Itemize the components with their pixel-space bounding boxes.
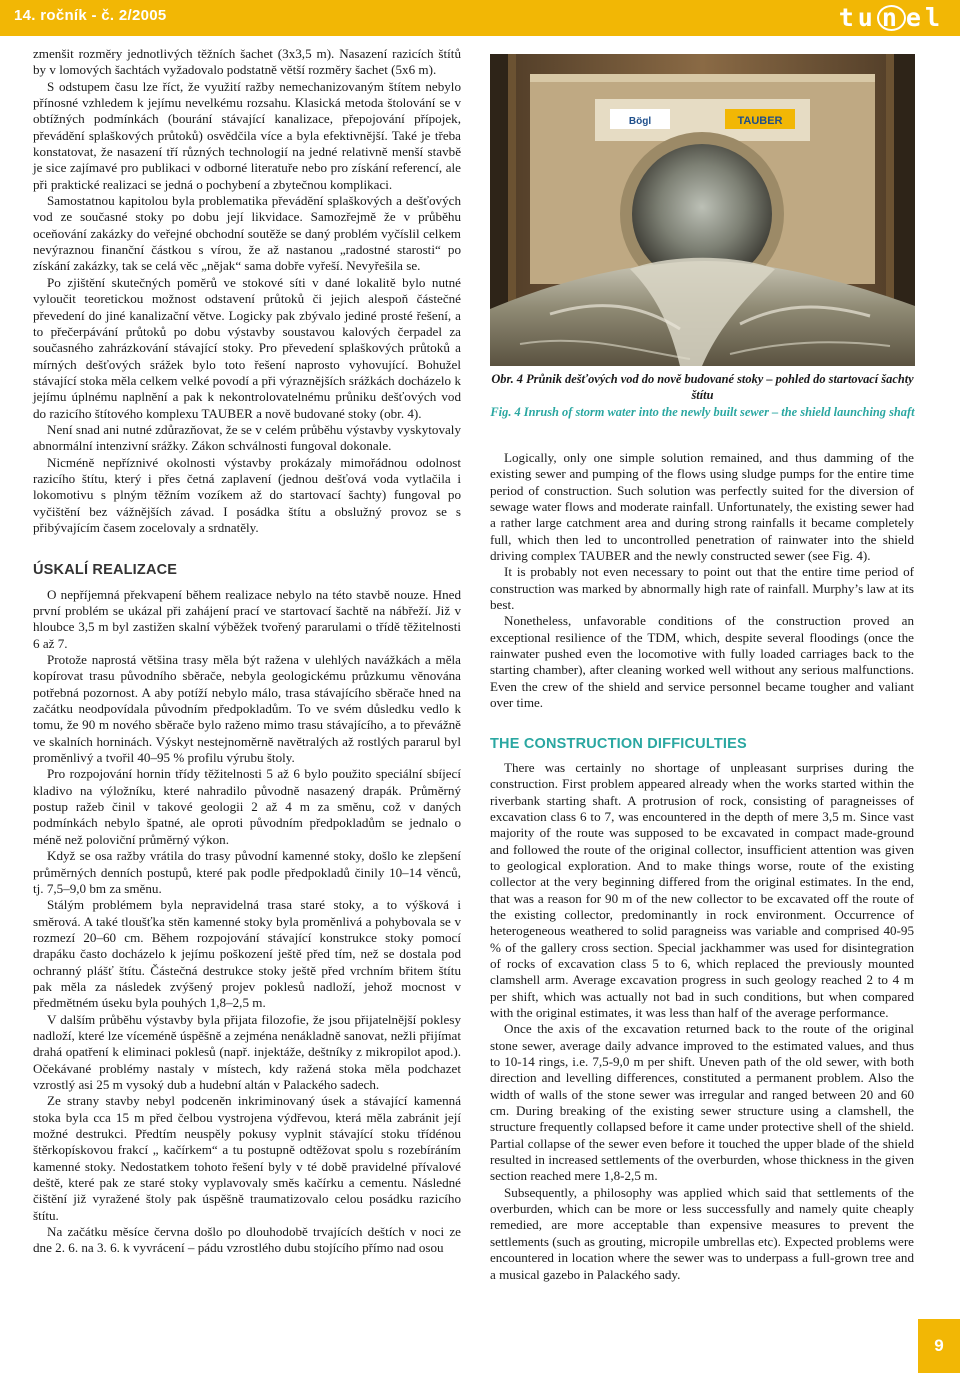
flooded-shaft-illustration	[490, 54, 915, 366]
paragraph: S odstupem času lze říct, že využití ražby nemechanizovaným štítem nebylo přínosné vzhledem k jejímu nevelkému rozsahu. Klasická metoda štolování se v obtížných podmínkách (bourání stávající kanalizace, přepojování přípojek, převádění splaškových průtoků) osvědčila více a byla efektivnější. Také je třeba konstatovat, že nasazení tří různých technologií na jedné relativně menší stavbě je sice zajímavé pro publikaci v odborné literatuře nebo pro získání referencí, ale při praktické realizaci se jedná o pochybení a zbytečnou komplikaci.	[33, 78, 461, 192]
photo-label-bogl: Bögl	[628, 116, 652, 127]
paragraph: O nepříjemná překvapení během realizace nebylo na této stavbě nouze. Hned první problém se ukázal při zahájení prací ve startovací šachtě na nábřeží. Již v hloubce 3,5 m byl zastižen skalní výběžek tvořený pararulami o třídě těžitelnosti 6 až 7.	[33, 586, 461, 651]
page-header	[0, 0, 960, 36]
page-number: 9	[934, 1336, 944, 1355]
logo-prefix: tu	[838, 3, 877, 32]
caption-english: Fig. 4 Inrush of storm water into the newly built sewer – the shield launching shaft	[490, 405, 915, 419]
logo-suffix: el	[905, 3, 944, 32]
paragraph: Když se osa ražby vrátila do trasy původní kamenné stoky, došlo ke zlepšení průměrných denních postupů, které pak podle předpokladů činily 10–14 věnců, tj. 7,5–9,0 bm za směnu.	[33, 848, 461, 896]
magazine-logo	[839, 3, 944, 32]
paragraph: Logically, only one simple solution remained, and thus damming of the existing sewer and pumping of the flows using sludge pumps for the entire time period of construction. Such solution was perfectly suited for the diversion of sewage water flows and moderate rainfall. Unfortunately, the existing sewer had a rather large catchment area and during strong rainfalls it became completely full, which then led to uncontrolled penetration of rainwater into the shield driving complex TAUBER and the newly constructed sewer (see Fig. 4).	[490, 450, 914, 564]
paragraph: Nicméně nepříznivé okolnosti výstavby prokázaly mimořádnou odolnost razicího štítu, který i přes četná zaplavení (jednou dešťová voda vytlačila i lokomotivu s plným těžním vozíkem až do startovací šachty) fungoval po vyčištění bez vážnějších závad. I posádka štítu a obslužný provoz se s přibývajícím časem zocelovaly a srdnatěly.	[33, 454, 461, 535]
caption-czech: Obr. 4 Průnik dešťových vod do nově budované stoky – pohled do startovací šachty štítu	[491, 372, 914, 402]
english-text-column	[490, 450, 914, 1283]
figure-caption	[490, 372, 915, 421]
paragraph: Pro rozpojování hornin třídy těžitelnosti 5 až 6 bylo použito speciální sbíjecí kladivo na výložníku, které nahradilo původně nasazený drapák. Průměrný postup ražeb činil v takové geologii 2 až 4 m za směnu, což v daných podmínkách nebylo špatné, ale oproti původním předpokladům se jednalo o méně než poloviční průměrný výkon.	[33, 766, 461, 847]
paragraph: There was certainly no shortage of unpleasant surprises during the construction. First problem appeared already when the works started within the riverbank starting shaft. A protrusion of rock, consisting of paragneisses of excavation class 6 to 7, was encountered in the depth of mere 3,5 m. Since vast majority of the route was supposed to be excavated in compact made-ground and followed the route of the original collector, insufficient attention was given to geological exploration. And to make things worse, route of the existing collector at the very beginning differed from the original estimates. In the end, that was a reason for 90 m of the new collector to be excavated off the route of the existing collector, predominantly in rock environment. Occurrence of heterogeneous weathered to solid paragneiss was variable and comprised 40-95 % of the gallery cross section. Special jackhammer was used for disintegration of rocks of excavation class 5 to 6, which replaced the previously mounted clamshell arm. Average excavation progress in such geology reached 2 to 4 m per shift, which was actually not bad in such conditions, but when compared with the original estimates, it was less than half of the average performance.	[490, 759, 914, 1020]
paragraph: Ze strany stavby nebyl podceněn inkriminovaný úsek a stávající kamenná stoka byla cca 15 m před čelbou vystrojena výdřevou, která měla zabránit její možné destrukci. Předtím neuspěly pokusy vyplnit stávající stoku třídénou štěrkopískovou frakcí „ kačírkem“ a tu postupně odtěžovat spolu s rozebíráním kamenné stoky. Nedostatkem tohoto řešení byly v té době pravidelné přívalové deště, které pak ze staré stoky vyplavovaly směs kačírku a cementu. Následné čištění již vyražené štoly pak úspěšně traumatizovalo celou posádku razicího štítu.	[33, 1093, 461, 1223]
paragraph: Po zjištění skutečných poměrů ve stokové síti v dané lokalitě bylo nutné vyloučit teoretickou možnost odstavení průtoků či jejich alespoň částečné převedení do jiné kanalizační větve. Logicky pak zbývalo jediné prosté řešení, a to přečerpávání průtoků po dobu výstavby soustavou kalových čerpadel za současného zahrázkování stávající stoky. Pro převedení splaškových průtoků a mírných dešťových srážek bylo toto řešení naprosto vyhovující. Bohužel stávající stoka měla celkem velké povodí a při výraznějších srážkách docházelo k jejímu úplnému naplnění a pak k nekontrolovatelnému průniku dešťových vod do razicího štítového komplexu TAUBER a nově budované stoky (obr. 4).	[33, 274, 461, 421]
czech-text-column	[33, 46, 461, 1257]
paragraph: Není snad ani nutné zdůrazňovat, že se v celém průběhu výstavby vyskytovaly abnormální intenzivní srážky. Zákon schválnosti fungoval dokonale.	[33, 421, 461, 454]
paragraph: Subsequently, a philosophy was applied which said that settlements of the overburden, which can be more or less successfully and namely quite cheaply remedied, are more acceptable than expensive measures to prevent the settlements (such as grouting, micropile umbrellas etc). Expected problems were encountered in location where the sewer was to underpass a full-grown tree and a musical gazebo in Palackého sady.	[490, 1184, 914, 1282]
paragraph: It is probably not even necessary to point out that the entire time period of construction was marked by abnormally high rate of rainfall. Murphy’s law at its best.	[490, 564, 914, 613]
section-heading-cz: ÚSKALÍ REALIZACE	[33, 562, 178, 579]
paragraph: Samostatnou kapitolou byla problematika převádění splaškových a dešťových vod ze současné stoky po dobu její likvidace. Samozřejmě že v průběhu oceňování zakázky do veřejné obchodní soutěže se daný problém vyčíslil celkem nevýraznou finanční částkou s vírou, že až nastanou „radostné starosti“ po získání zakázky, tak se celá věc „nějak“ sama dobře vyřeší. Nevyřešila se.	[33, 193, 461, 274]
photo-label-tauber: TAUBER	[737, 115, 783, 127]
logo-ring-letter: n	[877, 5, 906, 31]
paragraph: Na začátku měsíce června došlo po dlouhodobě trvajících deštích v noci ze dne 2. 6. na 3. 6. k vyvrácení – pádu vzrostlého dubu stojícího přímo nad osou	[33, 1224, 461, 1256]
paragraph: zmenšit rozměry jednotlivých těžních šachet (3x3,5 m). Nasazení razicích štítů by v lomových šachtách vyžadovalo podstatně větší rozměry šachet (5x6 m).	[33, 46, 461, 78]
issue-label: 14. ročník - č. 2/2005	[14, 7, 167, 24]
paragraph: Protože naprostá většina trasy měla být ražena v ulehlých navážkách a měla kopírovat trasu původního sběrače, nebyla geologickému průzkumu věnována potřebná pozornost. A aby potíží nebylo málo, trasa stávajícího sběrače hned na začátku neodpovídala původním předpokladům. To ve svém důsledku vedlo k tomu, že 90 m nového sběrače bylo raženo mimo trasu stávajícího, a to převážně ve skalních horninách. Výskyt nestejnoměrně navětralých až rostlých pararul byl proměnlivý a tvořil 40–95 % profilu výrubu štoly.	[33, 652, 461, 766]
paragraph: Stálým problémem byla nepravidelná trasa staré stoky, a to výšková i směrová. A také tloušťka stěn kamenné stoky byla proměnlivá a pohybovala se v rozmezí 20–60 cm. Během rozpojování stávající konstrukce stoky pomocí drapáku často docházelo k jejímu poškození ještě před tím, než se dostala pod ochranný plášť štítu. Částečná destrukce stoky ještě před vrchním břitem štítu pak měla za následek zvýšený projev poklesů nadloží, jehož mocnost v předmětném úseku byla pouhých 1,8–2,5 m.	[33, 897, 461, 1011]
page-number-tab	[918, 1319, 960, 1373]
paragraph: V dalším průběhu výstavby byla přijata filozofie, že jsou přijatelnější poklesy nadloží, které lze víceméně úspěšně a zejména nenákladně sanovat, nežli přijímat drahá opatření k eliminaci poklesů (např. injektáže, deštníky z mikropilot apod.). Očekávané problémy nastaly v místech, kdy ražená stoka měla podchazet vzrostlý asi 25 m vysoký dub a hudební altán v Palackého sadech.	[33, 1011, 461, 1092]
section-heading-en: THE CONSTRUCTION DIFFICULTIES	[490, 735, 747, 752]
paragraph: Once the axis of the excavation returned back to the route of the original stone sewer, average daily advance improved to the estimated values, and thus to 10-14 rings, i.e. 7,5-9,0 m per shift. Uneven path of the old sewer, with both direction and levelling differences, constituted a permanent problem. Also the width of walls of the stone sewer was irregular and ranged between 20 and 60 cm. During breaking of the existing sewer structure using a clamshell, the structure frequently collapsed before it came under protective shell of the shield. Partial collapse of the sewer even before it touched the upper blade of the shield resulted in increased settlements of the overburden, whose thickness in the given section reached mere 1,8-2,5 m.	[490, 1021, 914, 1184]
figure-4-photo	[490, 54, 915, 366]
paragraph: Nonetheless, unfavorable conditions of the construction proved an exceptional resilience of the TDM, which, despite several floodings (once the rainwater pushed even the locomotive with fully loaded carriages back to the starting chamber), after cleaning worked well without any serious malfunctions. Even the crew of the shield and service personnel became tougher and valiant over time.	[490, 613, 914, 711]
